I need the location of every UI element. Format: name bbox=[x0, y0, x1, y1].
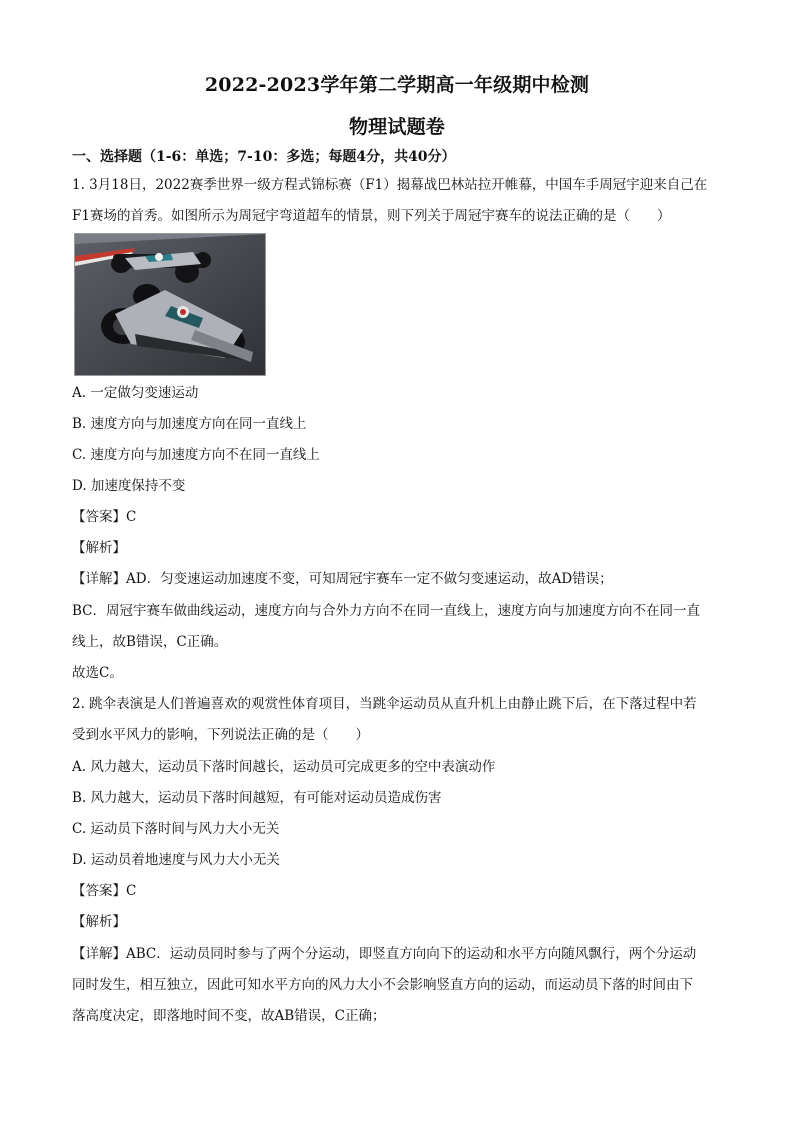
exam-subtitle: 物理试题卷 bbox=[348, 116, 445, 138]
q2-stem-line-2: 受到水平风力的影响，下列说法正确的是（ ） bbox=[72, 727, 369, 743]
q2-detail-line-2: 同时发生，相互独立，因此可知水平方向的风力大小不会影响竖直方向的运动，而运动员下落的时间由下 bbox=[72, 977, 693, 993]
q1-stem-line-2: F1赛场的首秀。如图所示为周冠宇弯道超车的情景，则下列关于周冠宇赛车的说法正确的是（ ） bbox=[72, 208, 671, 224]
q1-stem-line-1: 1. 3月18日，2022赛季世界一级方程式锦标赛（F1）揭幕战巴林站拉开帷幕，中国车手周冠宇迎来自己在 bbox=[72, 177, 708, 193]
q2-answer: 【答案】C bbox=[72, 883, 137, 899]
q1-detail-line-2: BC．周冠宇赛车做曲线运动，速度方向与合外力方向不在同一直线上，速度方向与加速度方向不在同一直 bbox=[72, 603, 700, 619]
q1-option-c: C. 速度方向与加速度方向不在同一直线上 bbox=[72, 447, 320, 463]
q1-detail-line-1: 【详解】AD．匀变速运动加速度不变，可知周冠宇赛车一定不做匀变速运动，故AD错误； bbox=[72, 571, 613, 587]
f1-race-photo bbox=[74, 233, 266, 376]
exam-title: 2022-2023学年第二学期高一年级期中检测 bbox=[204, 74, 590, 96]
q1-option-a: A. 一定做匀变速运动 bbox=[72, 385, 199, 401]
q2-stem-line-1: 2. 跳伞表演是人们普遍喜欢的观赏性体育项目，当跳伞运动员从直升机上由静止跳下后，在下落过程中若 bbox=[72, 696, 697, 712]
q2-option-d: D. 运动员着地速度与风力大小无关 bbox=[72, 852, 280, 868]
q2-detail-line-3: 落高度决定，即落地时间不变，故AB错误，C正确； bbox=[72, 1008, 386, 1024]
section-heading: 一、选择题（1-6：单选；7-10：多选；每题4分，共40分） bbox=[72, 149, 456, 165]
q1-option-d: D. 加速度保持不变 bbox=[72, 478, 186, 494]
q2-option-b: B. 风力越大，运动员下落时间越短，有可能对运动员造成伤害 bbox=[72, 790, 442, 806]
q1-answer: 【答案】C bbox=[72, 509, 137, 525]
q2-analysis-label: 【解析】 bbox=[72, 914, 126, 930]
q1-conclusion: 故选C。 bbox=[72, 665, 123, 681]
q1-option-b: B. 速度方向与加速度方向在同一直线上 bbox=[72, 416, 307, 432]
q2-option-a: A. 风力越大，运动员下落时间越长，运动员可完成更多的空中表演动作 bbox=[72, 759, 496, 775]
q2-option-c: C. 运动员下落时间与风力大小无关 bbox=[72, 821, 280, 837]
q1-analysis-label: 【解析】 bbox=[72, 540, 126, 556]
q1-detail-line-3: 线上，故B错误，C正确。 bbox=[72, 634, 228, 650]
q2-detail-line-1: 【详解】ABC．运动员同时参与了两个分运动，即竖直方向向下的运动和水平方向随风飘行，两个分运动 bbox=[72, 946, 697, 962]
